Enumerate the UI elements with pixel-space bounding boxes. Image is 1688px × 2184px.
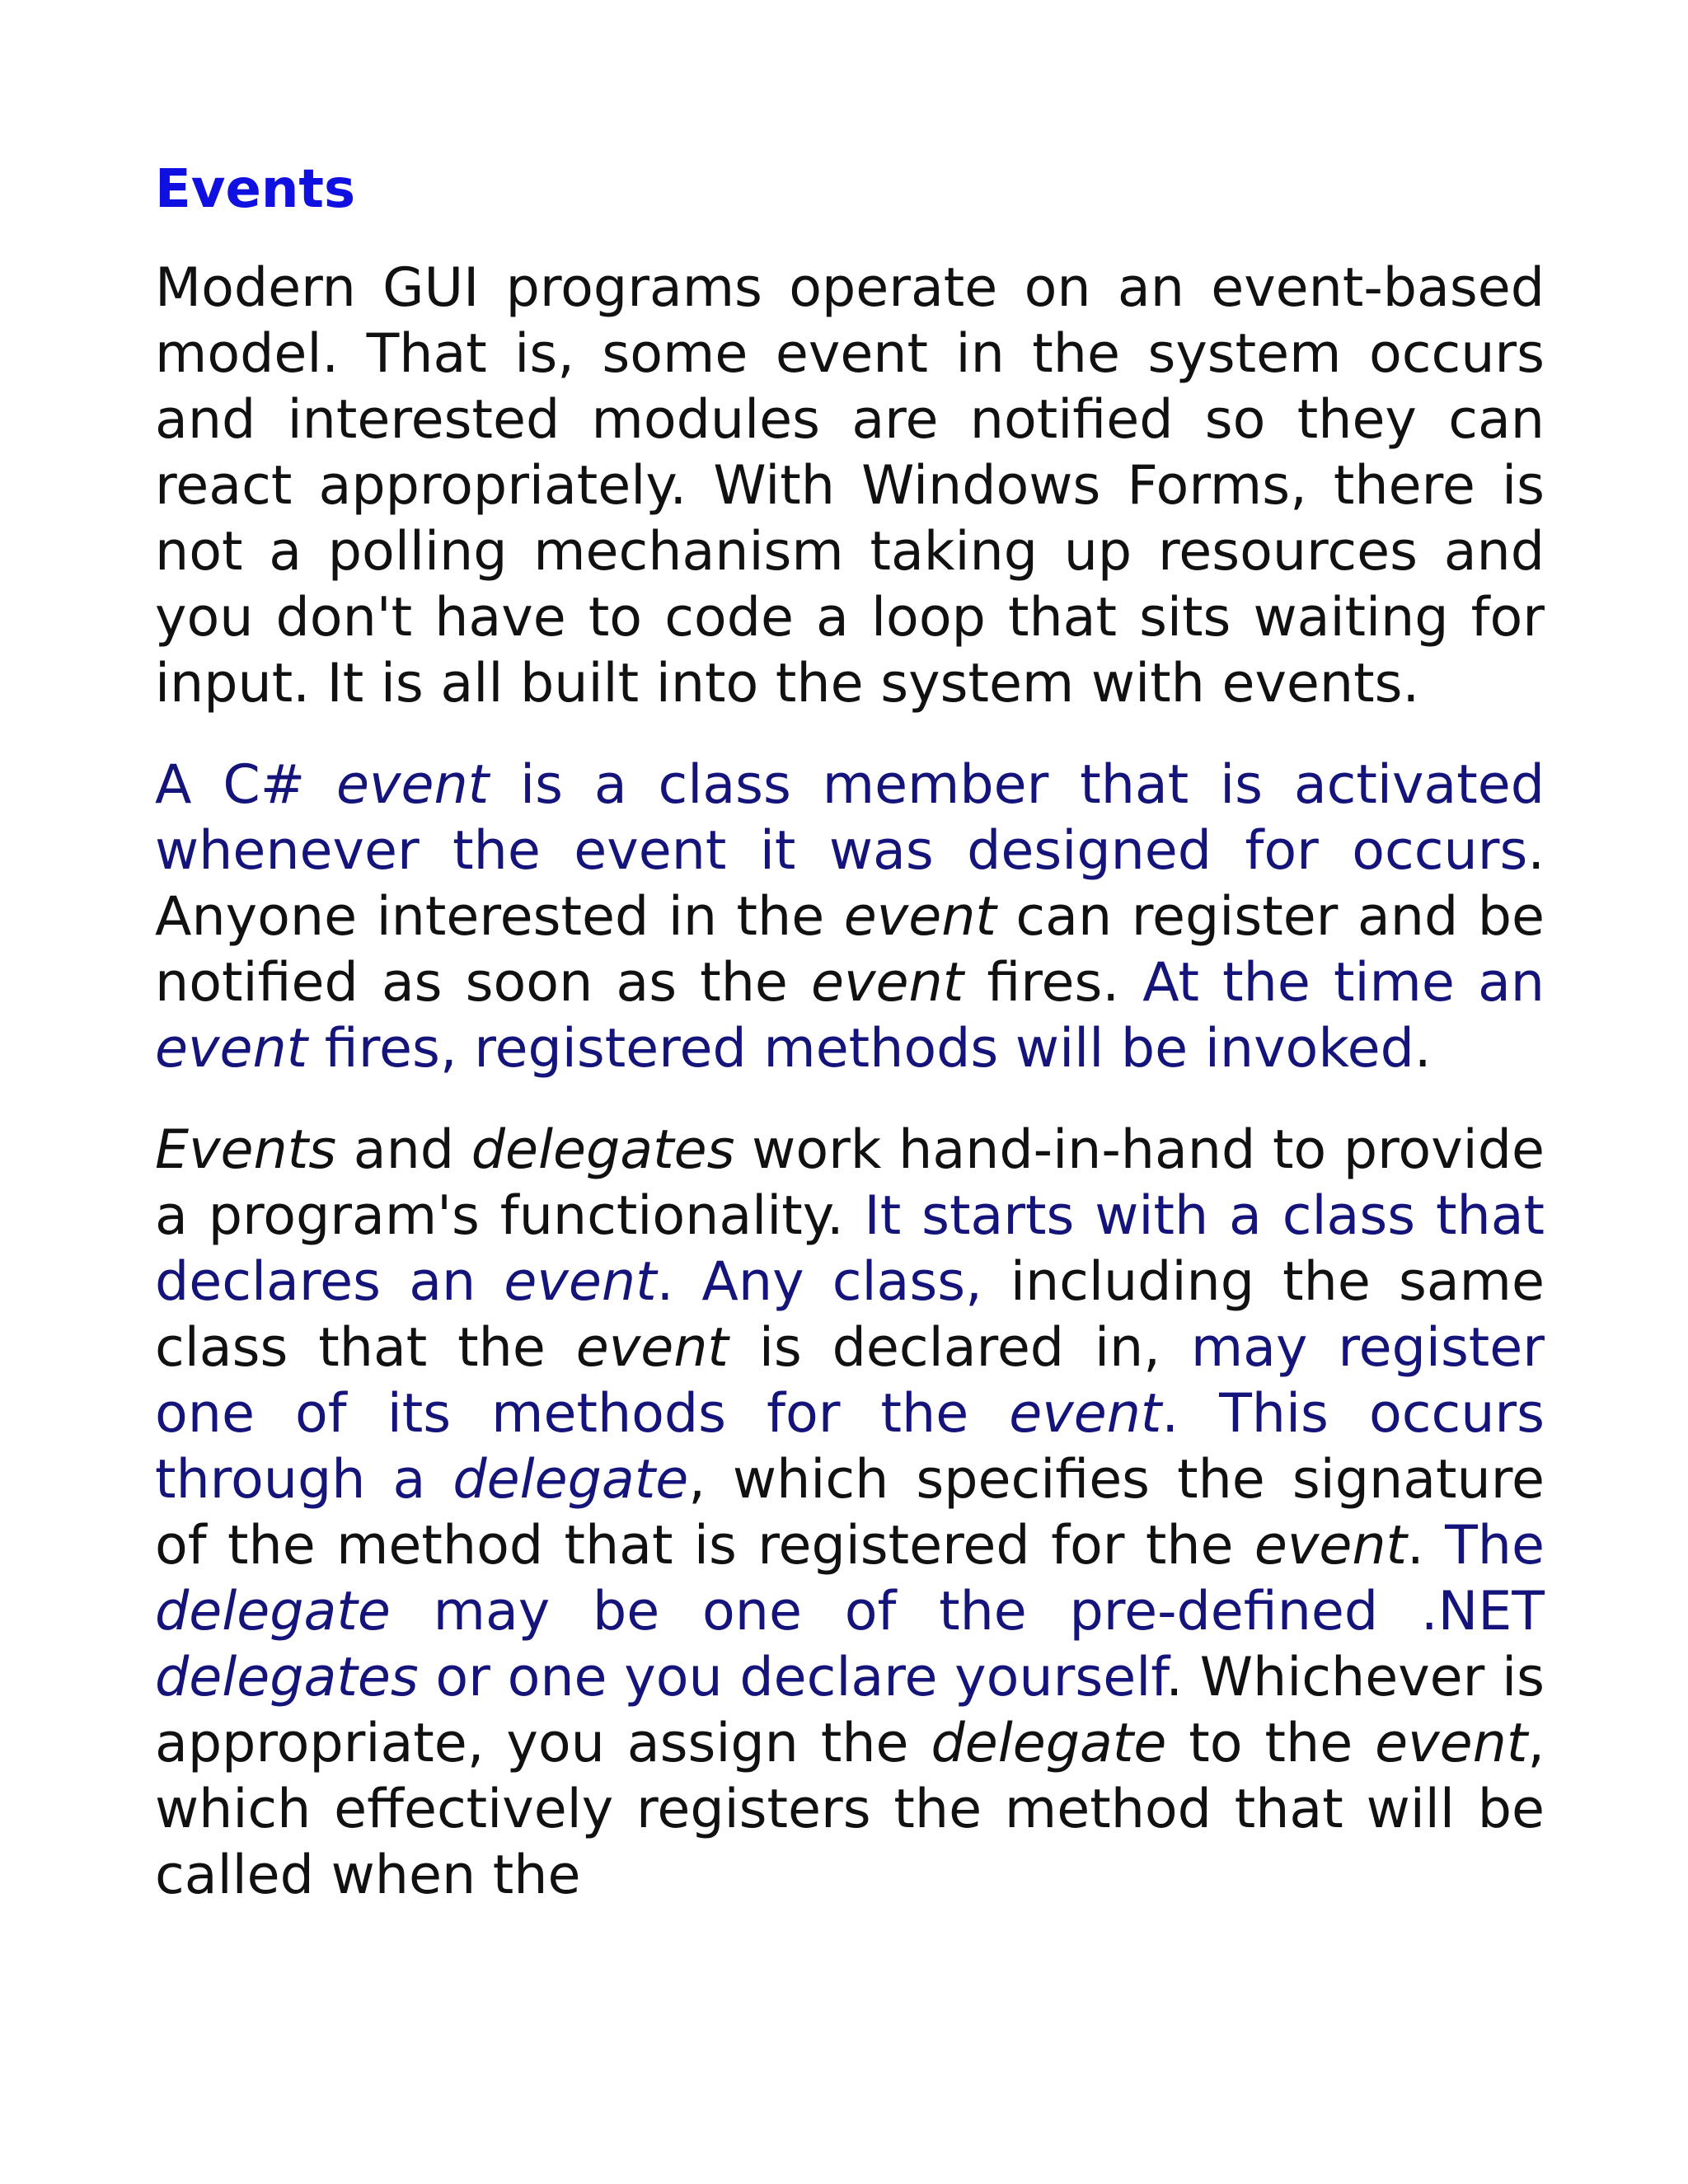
highlighted-text: event xyxy=(155,1018,308,1080)
text-run: Modern GUI programs operate on an event-based model. That is, some event in the system occurs and interested modules are notified so they can react appropriately. With Windows Forms, there is not a polling mechanism taking up resources and you don't have to code a loop that sits waiting for input. It is all built into the system with events. xyxy=(155,257,1545,715)
body-text xyxy=(155,255,1545,1909)
highlighted-text: is a class member that is activated whenever the event it was designed for occurs xyxy=(155,754,1545,882)
text-run: , which specifies the signature of the method that is registered for the xyxy=(155,1449,1545,1577)
text-run: including the same class that the xyxy=(155,1251,1545,1379)
text-run: can register and be notified as soon as the xyxy=(155,886,1545,1014)
highlighted-text: fires, registered methods will be invoked xyxy=(307,1018,1414,1080)
highlighted-text: may be one of the pre-defined .NET xyxy=(390,1581,1545,1643)
text-run: delegates xyxy=(471,1119,735,1181)
text-run: . xyxy=(1414,1018,1432,1080)
text-run: event xyxy=(575,1317,729,1379)
highlighted-text: delegates xyxy=(155,1647,419,1708)
section-heading: Events xyxy=(155,159,356,220)
highlighted-text: At the time an xyxy=(1142,952,1545,1014)
text-run: . xyxy=(1407,1515,1446,1577)
highlighted-text: delegate xyxy=(452,1449,689,1511)
highlighted-text: . This occurs through a xyxy=(155,1383,1545,1511)
text-run: fires. xyxy=(964,952,1143,1014)
text-run: is declared in, xyxy=(728,1317,1191,1379)
highlighted-text: . Any class, xyxy=(656,1251,982,1313)
highlighted-text: delegate xyxy=(155,1581,391,1643)
text-run: . Whichever is appropriate, you assign the xyxy=(155,1647,1545,1774)
text-run: to the xyxy=(1166,1713,1376,1774)
document-page xyxy=(155,148,1545,1944)
highlighted-text: A C# xyxy=(155,754,337,816)
text-run: and xyxy=(336,1119,471,1181)
highlighted-text: The xyxy=(1445,1515,1545,1577)
text-run: . Anyone interested in the xyxy=(155,820,1545,948)
text-run: event xyxy=(843,886,996,948)
paragraph-1 xyxy=(155,255,1545,717)
highlighted-text: event xyxy=(1009,1383,1162,1445)
highlighted-text: event xyxy=(504,1251,657,1313)
text-run: delegate xyxy=(931,1713,1167,1774)
highlighted-text: It starts with a class that declares an xyxy=(155,1185,1545,1313)
highlighted-text: may register one of its methods for the xyxy=(155,1317,1545,1445)
text-run: event xyxy=(1375,1713,1528,1774)
text-run: , which effectively registers the method that will be called when the xyxy=(155,1713,1545,1906)
paragraph-2 xyxy=(155,752,1545,1082)
text-run: Events xyxy=(155,1119,337,1181)
text-run: work hand-in-hand to provide a program's functionality. xyxy=(155,1119,1545,1247)
highlighted-text: event xyxy=(336,754,490,816)
highlighted-text: or one you declare yourself xyxy=(418,1647,1166,1708)
paragraph-3 xyxy=(155,1118,1545,1909)
text-run: event xyxy=(1254,1515,1408,1577)
text-run: event xyxy=(811,952,964,1014)
